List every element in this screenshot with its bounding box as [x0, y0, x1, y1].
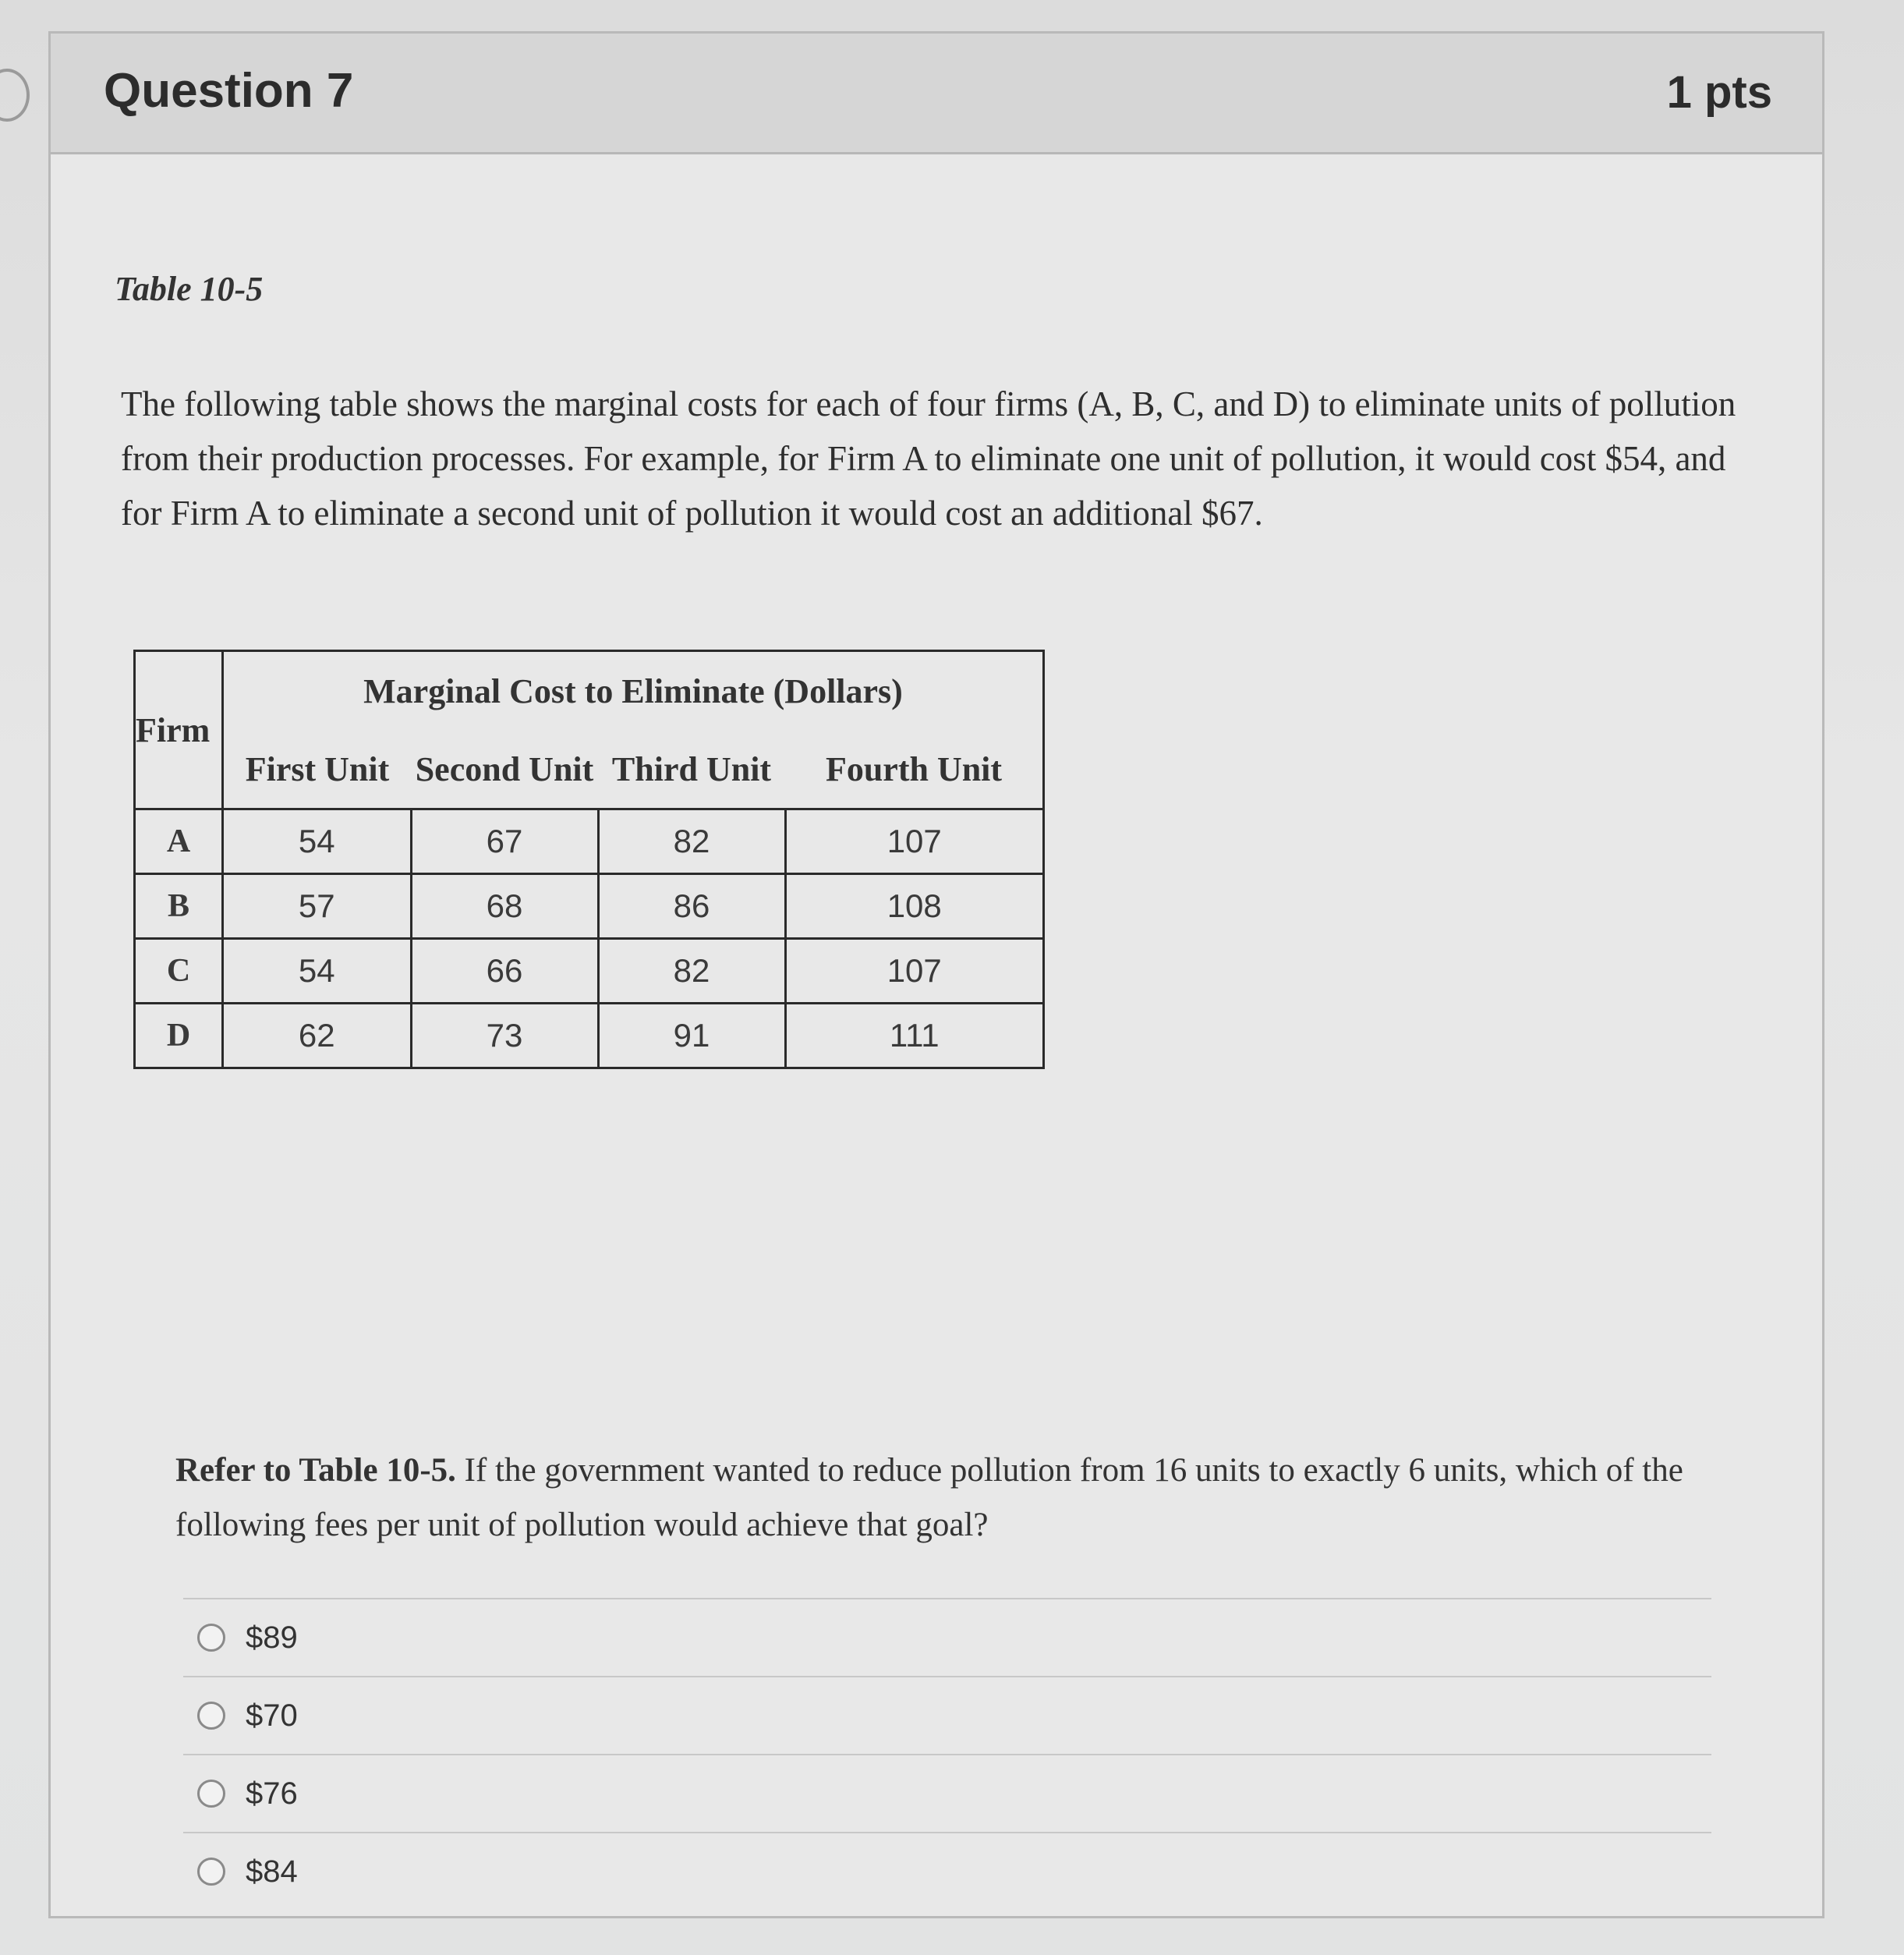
- answer-label[interactable]: $76: [246, 1776, 298, 1811]
- table-caption: Table 10-5: [115, 270, 264, 308]
- col-header-fourth-unit: Fourth Unit: [785, 730, 1044, 809]
- question-prompt: [175, 1443, 1766, 1553]
- value-cell: 111: [785, 1004, 1044, 1068]
- radio-button-icon[interactable]: [197, 1702, 225, 1730]
- answer-list: [183, 1598, 1711, 1910]
- value-cell: 82: [598, 809, 785, 874]
- value-cell: 54: [223, 809, 412, 874]
- table-row: [135, 874, 1044, 939]
- answer-option-3[interactable]: [183, 1754, 1711, 1832]
- question-points: 1 pts: [1666, 67, 1772, 118]
- marginal-cost-table: [133, 650, 1045, 1069]
- value-cell: 108: [785, 874, 1044, 939]
- firm-cell: C: [135, 939, 223, 1004]
- value-cell: 68: [411, 874, 598, 939]
- firm-cell: D: [135, 1004, 223, 1068]
- col-header-second-unit: Second Unit: [411, 730, 598, 809]
- table-row: [135, 809, 1044, 874]
- answer-option-1[interactable]: [183, 1598, 1711, 1676]
- question-card: [48, 31, 1824, 1918]
- group-header: Marginal Cost to Eliminate (Dollars): [223, 651, 1044, 731]
- firm-header: Firm: [135, 651, 223, 809]
- col-header-third-unit: Third Unit: [598, 730, 785, 809]
- radio-button-icon[interactable]: [197, 1858, 225, 1886]
- prompt-reference: Refer to Table 10-5.: [175, 1452, 456, 1489]
- intro-paragraph: The following table shows the marginal costs for each of four firms (A, B, C, and D) to eliminate units of pollution from their production processes. For example, for Firm A to eliminate one unit of pollution, it would cost $54, and for Firm A to eliminate a second unit of pollution it would cost an additional $67.: [121, 384, 1736, 533]
- value-cell: 107: [785, 939, 1044, 1004]
- answer-label[interactable]: $70: [246, 1698, 298, 1733]
- collapse-handle-icon[interactable]: [0, 69, 30, 122]
- value-cell: 66: [411, 939, 598, 1004]
- value-cell: 67: [411, 809, 598, 874]
- value-cell: 57: [223, 874, 412, 939]
- value-cell: 91: [598, 1004, 785, 1068]
- firm-cell: B: [135, 874, 223, 939]
- value-cell: 62: [223, 1004, 412, 1068]
- value-cell: 107: [785, 809, 1044, 874]
- prompt-text: If the government wanted to reduce pollution from 16 units to exactly 6 units, which of the following fees per unit of pollution would achieve that goal?: [175, 1452, 1683, 1543]
- table-row: [135, 1004, 1044, 1068]
- radio-button-icon[interactable]: [197, 1780, 225, 1808]
- answer-label[interactable]: $84: [246, 1854, 298, 1889]
- col-header-first-unit: First Unit: [223, 730, 412, 809]
- value-cell: 54: [223, 939, 412, 1004]
- value-cell: 73: [411, 1004, 598, 1068]
- firm-cell: A: [135, 809, 223, 874]
- table-row: [135, 939, 1044, 1004]
- answer-option-4[interactable]: [183, 1832, 1711, 1910]
- answer-label[interactable]: $89: [246, 1620, 298, 1655]
- radio-button-icon[interactable]: [197, 1624, 225, 1652]
- question-title: Question 7: [104, 64, 354, 118]
- value-cell: 82: [598, 939, 785, 1004]
- question-header: [51, 34, 1822, 154]
- answer-option-2[interactable]: [183, 1676, 1711, 1754]
- value-cell: 86: [598, 874, 785, 939]
